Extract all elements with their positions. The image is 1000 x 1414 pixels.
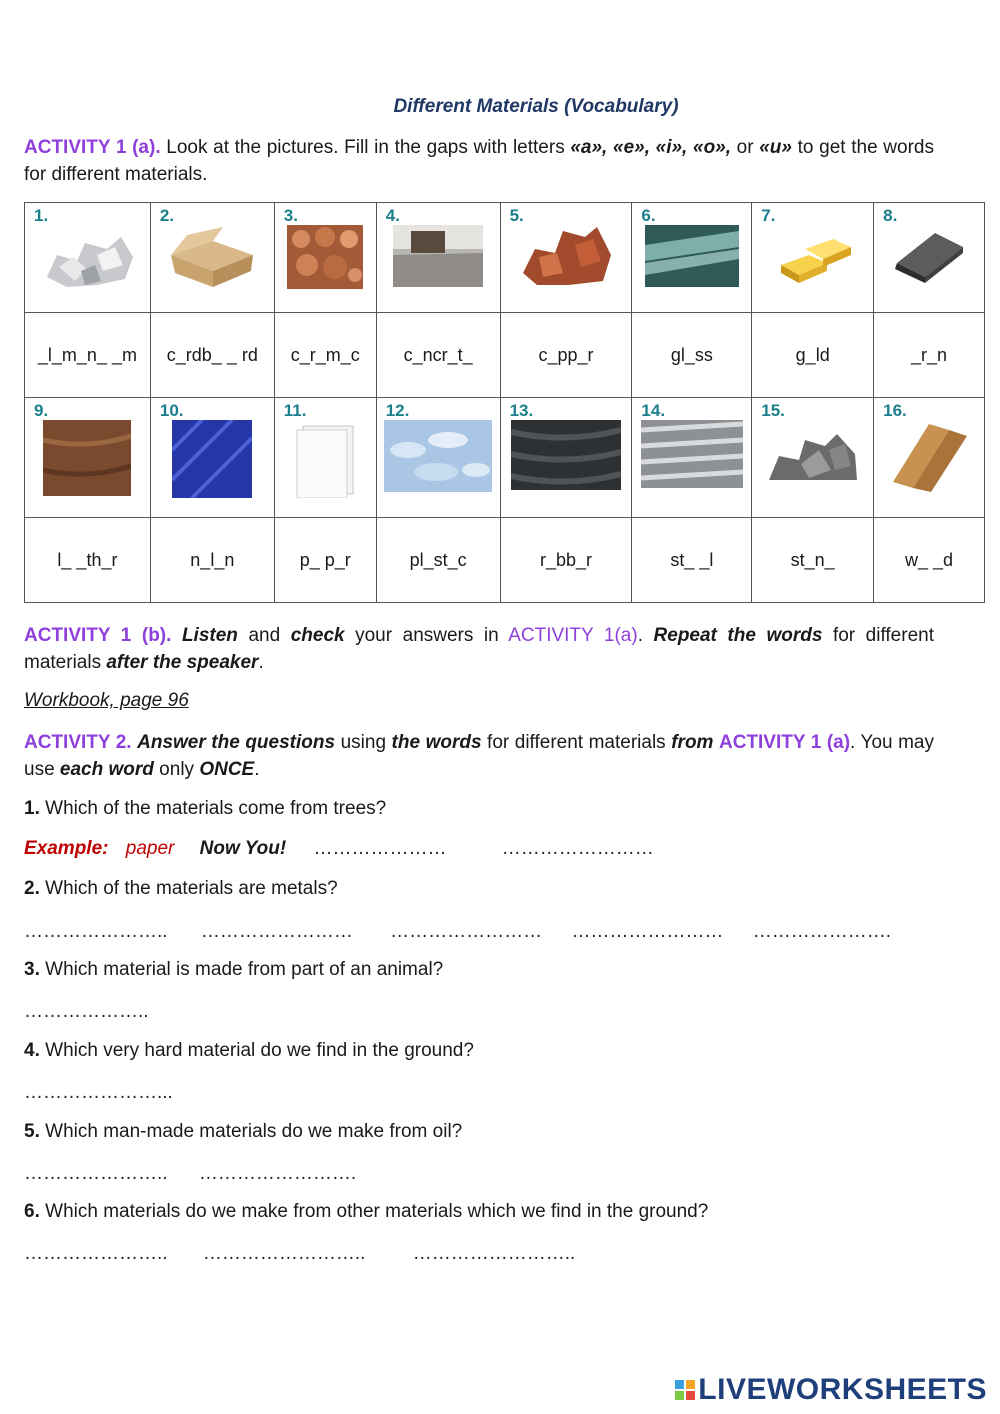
- plastic-image: [384, 420, 492, 492]
- instruction-text: for different materials: [481, 732, 672, 753]
- word-gap[interactable]: c_ncr_t_: [376, 313, 500, 398]
- question-3: [24, 959, 443, 981]
- instruction-text: or: [731, 137, 760, 158]
- item-number: 9.: [34, 401, 49, 420]
- concrete-image: [393, 225, 483, 287]
- question-text: Which very hard material do we find in the ground?: [39, 1040, 474, 1061]
- question-number: 1.: [24, 798, 40, 819]
- item-number: 2.: [159, 206, 175, 225]
- example-line: [24, 838, 654, 860]
- each-word-text: each word: [59, 759, 154, 780]
- material-cell: [376, 398, 500, 518]
- aluminium-image: [37, 227, 137, 289]
- listen-text: Listen: [181, 625, 238, 646]
- answer-blank[interactable]: …………………..: [24, 1163, 168, 1184]
- item-number: 6.: [641, 206, 656, 225]
- instruction-text: your answers in: [344, 625, 509, 646]
- material-cell: [632, 398, 752, 518]
- word-row-2: [25, 518, 985, 603]
- material-cell: [274, 398, 376, 518]
- word-row-1: [25, 313, 985, 398]
- steel-image: [641, 420, 743, 488]
- material-cell: [274, 203, 376, 313]
- item-number: 4.: [385, 206, 400, 225]
- word-gap[interactable]: g_ld: [752, 313, 874, 398]
- item-number: 13.: [509, 401, 534, 420]
- wood-image: [889, 420, 969, 492]
- activity-1b-instructions: [24, 622, 934, 676]
- material-cell: [752, 203, 874, 313]
- activity-1b-label: ACTIVITY 1 (b).: [24, 625, 172, 646]
- material-cell: [500, 398, 632, 518]
- answer-blank[interactable]: …………………: [313, 838, 447, 859]
- ceramic-image: [287, 225, 363, 289]
- question-1: [24, 798, 386, 820]
- after-speaker-text: after the speaker: [106, 652, 259, 673]
- question-number: 3.: [24, 959, 40, 980]
- image-row-1: [25, 203, 985, 313]
- word-gap[interactable]: gl_ss: [632, 313, 752, 398]
- answer-blank[interactable]: ……………………..: [202, 1243, 366, 1264]
- answer-blank[interactable]: ………………..: [24, 1001, 149, 1022]
- material-cell: [25, 203, 151, 313]
- answer-blank[interactable]: ……………………: [390, 921, 543, 942]
- item-number: 3.: [283, 206, 298, 225]
- activity-2-label: ACTIVITY 2.: [24, 732, 132, 753]
- materials-table: [24, 202, 985, 603]
- item-number: 15.: [761, 401, 785, 420]
- answer-blank[interactable]: …………………...: [24, 1082, 173, 1103]
- answer-blank[interactable]: …………………..: [24, 1243, 168, 1264]
- material-cell: [752, 398, 874, 518]
- instruction-text: for different materials: [24, 625, 934, 673]
- word-gap[interactable]: c_rdb_ _ rd: [150, 313, 274, 398]
- from-text: from: [671, 732, 714, 753]
- instruction-text: to get the words for different materials.: [24, 137, 934, 185]
- material-cell: [150, 398, 274, 518]
- material-cell: [874, 398, 985, 518]
- cardboard-image: [167, 225, 257, 291]
- question-number: 4.: [24, 1040, 40, 1061]
- logo-text: LIVEWORKSHEETS: [698, 1373, 987, 1406]
- iron-image: [891, 227, 967, 285]
- item-number: 10.: [159, 401, 184, 420]
- the-words-text: the words: [391, 732, 482, 753]
- rubber-image: [511, 420, 621, 490]
- word-gap[interactable]: st_ _l: [632, 518, 752, 603]
- answer-blank[interactable]: ………………….: [752, 921, 891, 942]
- answer-blank[interactable]: ……………………: [571, 921, 724, 942]
- instruction-text: .: [254, 759, 260, 780]
- word-gap[interactable]: st_n_: [752, 518, 874, 603]
- workbook-reference: Workbook, page 96: [24, 690, 189, 711]
- instruction-text: using: [335, 732, 392, 753]
- activity-1a-label: ACTIVITY 1 (a).: [24, 137, 161, 158]
- instruction-text: . You may use: [24, 732, 934, 780]
- instruction-text: .: [258, 652, 264, 673]
- activity-1a-instructions: [24, 134, 934, 188]
- answer-blank[interactable]: …………………..: [24, 921, 168, 942]
- activity-ref: ACTIVITY 1(a): [508, 625, 638, 646]
- word-gap[interactable]: n_l_n: [150, 518, 274, 603]
- repeat-text: Repeat the words: [653, 625, 823, 646]
- check-text: check: [290, 625, 345, 646]
- material-cell: [25, 398, 151, 518]
- logo-icon: [675, 1380, 695, 1400]
- item-number: 5.: [509, 206, 524, 225]
- letters-list: «a», «e», «i», «o»,: [570, 137, 732, 158]
- answers-q4: [24, 1082, 173, 1104]
- letter-u: «u»: [759, 137, 792, 158]
- answer-blank[interactable]: …………………….: [198, 1163, 357, 1184]
- word-gap[interactable]: _l_m_n_ _m: [25, 313, 151, 398]
- page-title: Different Materials (Vocabulary): [393, 96, 679, 117]
- question-2: [24, 878, 338, 900]
- instruction-text: only: [153, 759, 200, 780]
- question-text: Which material is made from part of an animal?: [39, 959, 444, 980]
- stone-image: [765, 420, 861, 484]
- question-5: [24, 1121, 462, 1143]
- question-6: [24, 1201, 708, 1223]
- word-gap[interactable]: c_r_m_c: [274, 313, 376, 398]
- question-text: Which of the materials are metals?: [39, 878, 338, 899]
- answer-blank[interactable]: ……………………: [200, 921, 353, 942]
- item-number: 14.: [641, 401, 666, 420]
- now-you-label: Now You!: [199, 838, 287, 859]
- item-number: 12.: [385, 401, 410, 420]
- item-number: 7.: [761, 206, 776, 225]
- word-gap[interactable]: c_pp_r: [500, 313, 632, 398]
- material-cell: [632, 203, 752, 313]
- glass-image: [645, 225, 739, 287]
- item-number: 11.: [283, 401, 307, 420]
- question-number: 6.: [24, 1201, 40, 1222]
- gold-image: [773, 229, 853, 285]
- answers-q5: [24, 1163, 356, 1185]
- question-text: Which man-made materials do we make from oil?: [39, 1121, 463, 1142]
- activity-2-instructions: [24, 729, 934, 783]
- material-cell: [376, 203, 500, 313]
- once-text: ONCE: [199, 759, 255, 780]
- example-label: Example:: [24, 838, 109, 859]
- answer-text: Answer the questions: [137, 732, 336, 753]
- paper-image: [293, 424, 357, 498]
- activity-ref: ACTIVITY 1 (a): [718, 732, 851, 753]
- item-number: 1.: [34, 206, 49, 225]
- item-number: 16.: [883, 401, 907, 420]
- question-text: Which materials do we make from other materials which we find in the ground?: [39, 1201, 709, 1222]
- word-gap[interactable]: w_ _d: [874, 518, 985, 603]
- word-gap[interactable]: r_bb_r: [500, 518, 632, 603]
- material-cell: [874, 203, 985, 313]
- copper-image: [519, 223, 613, 289]
- answer-blank[interactable]: ……………………..: [412, 1243, 576, 1264]
- word-gap[interactable]: p_ p_r: [274, 518, 376, 603]
- item-number: 8.: [883, 206, 898, 225]
- answers-q6: [24, 1243, 575, 1265]
- liveworksheets-logo[interactable]: [675, 1373, 987, 1407]
- answers-q3: [24, 1001, 149, 1023]
- question-number: 2.: [24, 878, 40, 899]
- word-gap[interactable]: _r_n: [874, 313, 985, 398]
- instruction-text: .: [637, 625, 654, 646]
- question-number: 5.: [24, 1121, 40, 1142]
- word-gap[interactable]: l_ _th_r: [25, 518, 151, 603]
- answers-q2: [24, 921, 891, 943]
- material-cell: [150, 203, 274, 313]
- leather-image: [43, 420, 131, 496]
- nylon-image: [172, 420, 252, 498]
- word-gap[interactable]: pl_st_c: [376, 518, 500, 603]
- instruction-text: Look at the pictures. Fill in the gaps with letters: [160, 137, 571, 158]
- answer-blank[interactable]: ……………………: [501, 838, 654, 859]
- image-row-2: [25, 398, 985, 518]
- example-answer: paper: [125, 838, 175, 859]
- question-4: [24, 1040, 474, 1062]
- material-cell: [500, 203, 632, 313]
- question-text: Which of the materials come from trees?: [39, 798, 387, 819]
- instruction-text: and: [237, 625, 291, 646]
